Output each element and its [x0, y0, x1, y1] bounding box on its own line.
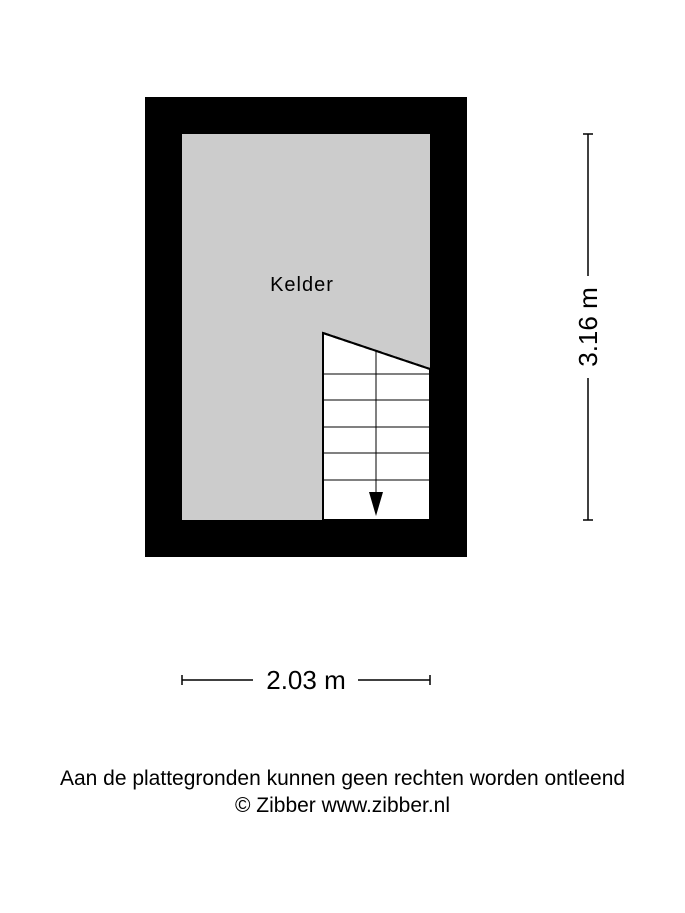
height-dimension — [573, 134, 603, 520]
width-dimension — [182, 665, 430, 695]
width-dimension-label: 2.03 m — [266, 665, 346, 695]
height-dimension-label: 3.16 m — [573, 287, 603, 367]
disclaimer-text: Aan de plattegronden kunnen geen rechten worden ontleend — [59, 767, 626, 790]
room-label: Kelder — [270, 274, 334, 296]
copyright-text: © Zibber www.zibber.nl — [234, 794, 451, 817]
